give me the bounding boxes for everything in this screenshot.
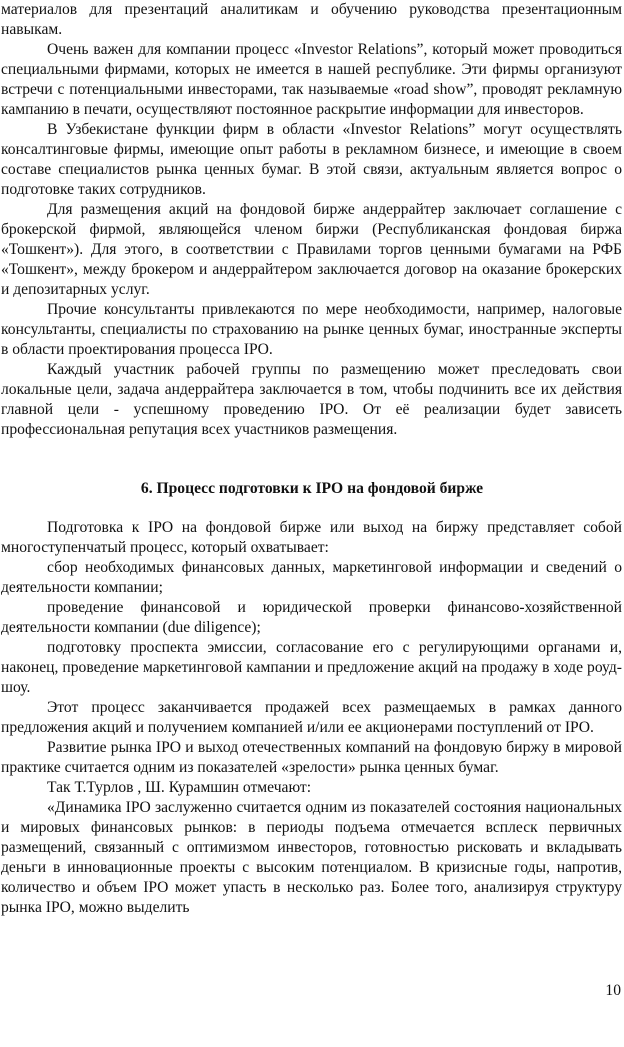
paragraph: Подготовка к IPO на фондовой бирже или выход на биржу представляет собой многоступенчатый процесс, который охватывает: bbox=[1, 519, 622, 556]
paragraph: Так Т.Турлов , Ш. Курамшин отмечают: bbox=[47, 779, 312, 796]
list-item-paragraph: сбор необходимых финансовых данных, маркетинговой информации и сведений о деятельности компании; bbox=[1, 559, 622, 596]
paragraph: Для размещения акций на фондовой бирже андеррайтер заключает соглашение с брокерской фирмой, являющейся членом биржи (Республиканская фондовая биржа «Тошкент»). Для этого, в соответствии с Правилами торгов ценными бумагами на РФБ «Тошкент», между брокером и андеррайтером заключается договор на оказание брокерских и депозитарных услуг. bbox=[1, 201, 622, 298]
quote-paragraph: «Динамика IPO заслуженно считается одним из показателей состояния национальных и мировых финансовых рынков: в периоды подъема отмечается всплеск первичных размещений, связанный с оптимизмом инвесторов, готовностью рисковать и вкладывать деньги в инновационные проекты с высоким потенциалом. В кризисные годы, напротив, количество и объем IPO может упасть в несколько раз. Более того, анализируя структуру рынка IPO, можно выделить bbox=[1, 799, 622, 916]
list-item-paragraph: подготовку проспекта эмиссии, согласование его с регулирующими органами и, наконец, проведение маркетинговой кампании и предложение акций на продажу в ходе роуд-шоу. bbox=[1, 639, 622, 696]
paragraph: Прочие консультанты привлекаются по мере необходимости, например, налоговые консультанты, специалисты по страхованию на рынке ценных бумаг, иностранные эксперты в области проектирования процесса IPO. bbox=[1, 301, 622, 358]
page-number: 10 bbox=[605, 982, 621, 999]
paragraph: Каждый участник рабочей группы по размещению может преследовать свои локальные цели, задача андеррайтера заключается в том, чтобы подчинить все их действия главной цели - успешному проведению IPO. От её реализации будет зависеть профессиональная репутация всех участников размещения. bbox=[1, 361, 622, 438]
text-block-bottom bbox=[1, 518, 622, 918]
paragraph: Этот процесс заканчивается продажей всех размещаемых в рамках данного предложения акций и получением компанией и/или ее акционерами поступлений от IPO. bbox=[1, 699, 622, 736]
paragraph: Очень важен для компании процесс «Investor Relations”, который может проводиться специальными фирмами, которых не имеется в нашей республике. Эти фирмы организуют встречи с потенциальными инвесторами, так называемые «road show”, проводят рекламную кампанию в печати, осуществляют постоянное раскрытие информации для инвесторов. bbox=[1, 41, 622, 118]
paragraph: Развитие рынка IPO и выход отечественных компаний на фондовую биржу в мировой практике считается одним из показателей «зрелости» рынка ценных бумаг. bbox=[1, 739, 622, 776]
paragraph: материалов для презентаций аналитикам и обучению руководства презентационным навыкам. bbox=[1, 1, 622, 38]
list-item-paragraph: проведение финансовой и юридической проверки финансово-хозяйственной деятельности компании (due diligence); bbox=[1, 599, 622, 636]
text-block-top bbox=[1, 0, 622, 440]
paragraph: В Узбекистане функции фирм в области «Investor Relations” могут осуществлять консалтинговые фирмы, имеющие опыт работы в рекламном бизнесе, и имеющие в своем составе специалистов рынка ценных бумаг. В этой связи, актуальным является вопрос о подготовке таких сотрудников. bbox=[1, 121, 622, 198]
section-heading: 6. Процесс подготовки к IPO на фондовой бирже bbox=[140, 480, 484, 497]
